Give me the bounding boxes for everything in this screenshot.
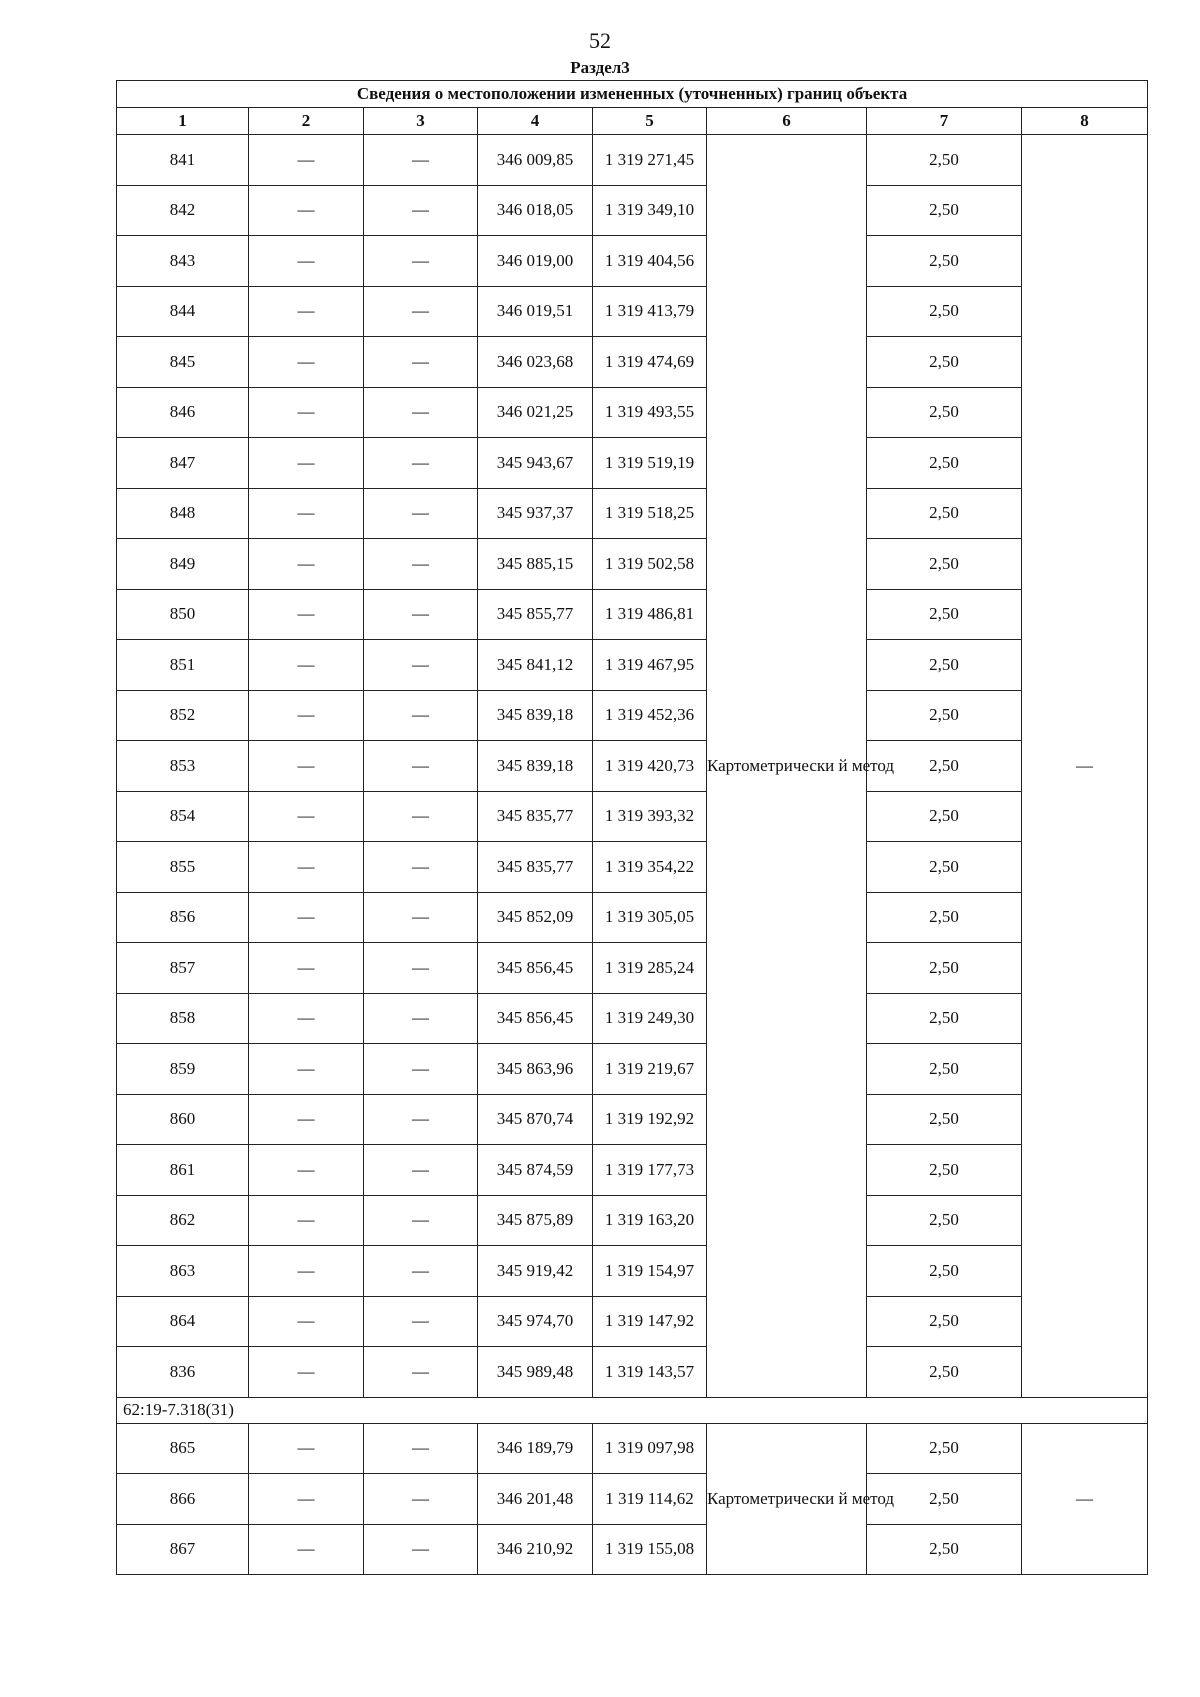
precision-cell: 2,50 bbox=[867, 1296, 1022, 1347]
col3-cell: — bbox=[364, 842, 478, 893]
col2-cell: — bbox=[249, 993, 364, 1044]
x-coordinate-cell: 345 835,77 bbox=[478, 842, 593, 893]
precision-cell: 2,50 bbox=[867, 1044, 1022, 1095]
y-coordinate-cell: 1 319 192,92 bbox=[593, 1094, 707, 1145]
x-coordinate-cell: 345 852,09 bbox=[478, 892, 593, 943]
point-number-cell: 836 bbox=[117, 1347, 249, 1398]
col3-cell: — bbox=[364, 1044, 478, 1095]
table-row bbox=[117, 387, 1148, 438]
x-coordinate-cell: 346 201,48 bbox=[478, 1474, 593, 1525]
y-coordinate-cell: 1 319 271,45 bbox=[593, 135, 707, 186]
y-coordinate-cell: 1 319 519,19 bbox=[593, 438, 707, 489]
col3-cell: — bbox=[364, 589, 478, 640]
col2-cell: — bbox=[249, 791, 364, 842]
col2-cell: — bbox=[249, 842, 364, 893]
col8-cell: — bbox=[1022, 1423, 1148, 1575]
col3-cell: — bbox=[364, 1423, 478, 1474]
precision-cell: 2,50 bbox=[867, 589, 1022, 640]
col2-cell: — bbox=[249, 539, 364, 590]
table-row bbox=[117, 1296, 1148, 1347]
table-row bbox=[117, 993, 1148, 1044]
x-coordinate-cell: 346 210,92 bbox=[478, 1524, 593, 1575]
table-row bbox=[117, 539, 1148, 590]
col3-cell: — bbox=[364, 791, 478, 842]
col2-cell: — bbox=[249, 690, 364, 741]
table-row bbox=[117, 1347, 1148, 1398]
point-number-cell: 853 bbox=[117, 741, 249, 792]
col3-cell: — bbox=[364, 741, 478, 792]
table-row bbox=[117, 1423, 1148, 1474]
precision-cell: 2,50 bbox=[867, 1145, 1022, 1196]
table-row bbox=[117, 842, 1148, 893]
col3-cell: — bbox=[364, 993, 478, 1044]
point-number-cell: 847 bbox=[117, 438, 249, 489]
x-coordinate-cell: 346 019,00 bbox=[478, 236, 593, 287]
precision-cell: 2,50 bbox=[867, 1246, 1022, 1297]
table-row bbox=[117, 741, 1148, 792]
point-number-cell: 855 bbox=[117, 842, 249, 893]
x-coordinate-cell: 345 835,77 bbox=[478, 791, 593, 842]
x-coordinate-cell: 345 874,59 bbox=[478, 1145, 593, 1196]
col2-cell: — bbox=[249, 337, 364, 388]
col2-cell: — bbox=[249, 640, 364, 691]
col2-cell: — bbox=[249, 236, 364, 287]
column-header-2: 2 bbox=[249, 108, 364, 135]
point-number-cell: 851 bbox=[117, 640, 249, 691]
coordinates-table bbox=[116, 80, 1148, 1575]
col2-cell: — bbox=[249, 1195, 364, 1246]
col3-cell: — bbox=[364, 337, 478, 388]
method-cell: Картометрически й метод bbox=[707, 135, 867, 1398]
point-number-cell: 867 bbox=[117, 1524, 249, 1575]
point-number-cell: 852 bbox=[117, 690, 249, 741]
precision-cell: 2,50 bbox=[867, 1524, 1022, 1575]
y-coordinate-cell: 1 319 393,32 bbox=[593, 791, 707, 842]
point-number-cell: 850 bbox=[117, 589, 249, 640]
x-coordinate-cell: 345 989,48 bbox=[478, 1347, 593, 1398]
table-row bbox=[117, 892, 1148, 943]
y-coordinate-cell: 1 319 097,98 bbox=[593, 1423, 707, 1474]
precision-cell: 2,50 bbox=[867, 185, 1022, 236]
x-coordinate-cell: 346 023,68 bbox=[478, 337, 593, 388]
x-coordinate-cell: 345 855,77 bbox=[478, 589, 593, 640]
col3-cell: — bbox=[364, 1145, 478, 1196]
table-row bbox=[117, 1044, 1148, 1095]
table-row bbox=[117, 1094, 1148, 1145]
x-coordinate-cell: 345 875,89 bbox=[478, 1195, 593, 1246]
y-coordinate-cell: 1 319 518,25 bbox=[593, 488, 707, 539]
precision-cell: 2,50 bbox=[867, 1474, 1022, 1525]
y-coordinate-cell: 1 319 249,30 bbox=[593, 993, 707, 1044]
table-row bbox=[117, 337, 1148, 388]
point-number-cell: 862 bbox=[117, 1195, 249, 1246]
point-number-cell: 860 bbox=[117, 1094, 249, 1145]
x-coordinate-cell: 345 863,96 bbox=[478, 1044, 593, 1095]
col2-cell: — bbox=[249, 438, 364, 489]
precision-cell: 2,50 bbox=[867, 1423, 1022, 1474]
col2-cell: — bbox=[249, 892, 364, 943]
precision-cell: 2,50 bbox=[867, 690, 1022, 741]
col2-cell: — bbox=[249, 1044, 364, 1095]
table-row bbox=[117, 488, 1148, 539]
x-coordinate-cell: 346 018,05 bbox=[478, 185, 593, 236]
section-title: Раздел3 bbox=[570, 58, 630, 77]
precision-cell: 2,50 bbox=[867, 539, 1022, 590]
col3-cell: — bbox=[364, 236, 478, 287]
x-coordinate-cell: 345 937,37 bbox=[478, 488, 593, 539]
point-number-cell: 864 bbox=[117, 1296, 249, 1347]
point-number-cell: 866 bbox=[117, 1474, 249, 1525]
group-label-row bbox=[117, 1397, 1148, 1423]
x-coordinate-cell: 346 009,85 bbox=[478, 135, 593, 186]
column-header-1: 1 bbox=[117, 108, 249, 135]
x-coordinate-cell: 345 856,45 bbox=[478, 993, 593, 1044]
col2-cell: — bbox=[249, 1423, 364, 1474]
col3-cell: — bbox=[364, 892, 478, 943]
y-coordinate-cell: 1 319 163,20 bbox=[593, 1195, 707, 1246]
table-row bbox=[117, 791, 1148, 842]
col3-cell: — bbox=[364, 640, 478, 691]
point-number-cell: 856 bbox=[117, 892, 249, 943]
point-number-cell: 846 bbox=[117, 387, 249, 438]
precision-cell: 2,50 bbox=[867, 791, 1022, 842]
x-coordinate-cell: 345 919,42 bbox=[478, 1246, 593, 1297]
table-row bbox=[117, 640, 1148, 691]
x-coordinate-cell: 345 856,45 bbox=[478, 943, 593, 994]
col3-cell: — bbox=[364, 1524, 478, 1575]
column-header-3: 3 bbox=[364, 108, 478, 135]
table-row bbox=[117, 1145, 1148, 1196]
column-header-7: 7 bbox=[867, 108, 1022, 135]
page-number: 52 bbox=[589, 28, 611, 53]
x-coordinate-cell: 345 870,74 bbox=[478, 1094, 593, 1145]
y-coordinate-cell: 1 319 147,92 bbox=[593, 1296, 707, 1347]
y-coordinate-cell: 1 319 349,10 bbox=[593, 185, 707, 236]
table-body bbox=[117, 135, 1148, 1575]
col3-cell: — bbox=[364, 690, 478, 741]
method-cell: Картометрически й метод bbox=[707, 1423, 867, 1575]
y-coordinate-cell: 1 319 305,05 bbox=[593, 892, 707, 943]
col2-cell: — bbox=[249, 1094, 364, 1145]
col2-cell: — bbox=[249, 1347, 364, 1398]
point-number-cell: 854 bbox=[117, 791, 249, 842]
x-coordinate-cell: 345 839,18 bbox=[478, 741, 593, 792]
col3-cell: — bbox=[364, 488, 478, 539]
table-row bbox=[117, 1474, 1148, 1525]
column-header-6: 6 bbox=[707, 108, 867, 135]
precision-cell: 2,50 bbox=[867, 337, 1022, 388]
col3-cell: — bbox=[364, 185, 478, 236]
col2-cell: — bbox=[249, 943, 364, 994]
point-number-cell: 858 bbox=[117, 993, 249, 1044]
y-coordinate-cell: 1 319 177,73 bbox=[593, 1145, 707, 1196]
point-number-cell: 848 bbox=[117, 488, 249, 539]
precision-cell: 2,50 bbox=[867, 438, 1022, 489]
point-number-cell: 843 bbox=[117, 236, 249, 287]
table-row bbox=[117, 135, 1148, 186]
table-row bbox=[117, 690, 1148, 741]
x-coordinate-cell: 346 021,25 bbox=[478, 387, 593, 438]
y-coordinate-cell: 1 319 474,69 bbox=[593, 337, 707, 388]
col3-cell: — bbox=[364, 1296, 478, 1347]
precision-cell: 2,50 bbox=[867, 1347, 1022, 1398]
col2-cell: — bbox=[249, 1296, 364, 1347]
table-row bbox=[117, 286, 1148, 337]
table-row bbox=[117, 589, 1148, 640]
precision-cell: 2,50 bbox=[867, 1195, 1022, 1246]
col2-cell: — bbox=[249, 286, 364, 337]
column-header-8: 8 bbox=[1022, 108, 1148, 135]
col3-cell: — bbox=[364, 387, 478, 438]
y-coordinate-cell: 1 319 114,62 bbox=[593, 1474, 707, 1525]
y-coordinate-cell: 1 319 354,22 bbox=[593, 842, 707, 893]
precision-cell: 2,50 bbox=[867, 286, 1022, 337]
precision-cell: 2,50 bbox=[867, 741, 1022, 792]
col3-cell: — bbox=[364, 438, 478, 489]
precision-cell: 2,50 bbox=[867, 236, 1022, 287]
precision-cell: 2,50 bbox=[867, 1094, 1022, 1145]
table-row bbox=[117, 943, 1148, 994]
column-header-5: 5 bbox=[593, 108, 707, 135]
y-coordinate-cell: 1 319 154,97 bbox=[593, 1246, 707, 1297]
point-number-cell: 865 bbox=[117, 1423, 249, 1474]
table-title: Сведения о местоположении измененных (уточненных) границ объекта bbox=[117, 81, 1148, 108]
point-number-cell: 859 bbox=[117, 1044, 249, 1095]
precision-cell: 2,50 bbox=[867, 640, 1022, 691]
x-coordinate-cell: 345 841,12 bbox=[478, 640, 593, 691]
table-row bbox=[117, 185, 1148, 236]
table-row bbox=[117, 1524, 1148, 1575]
y-coordinate-cell: 1 319 219,67 bbox=[593, 1044, 707, 1095]
y-coordinate-cell: 1 319 404,56 bbox=[593, 236, 707, 287]
col3-cell: — bbox=[364, 943, 478, 994]
col3-cell: — bbox=[364, 539, 478, 590]
table-row bbox=[117, 1195, 1148, 1246]
col3-cell: — bbox=[364, 1347, 478, 1398]
group-label: 62:19-7.318(31) bbox=[117, 1397, 1148, 1423]
point-number-cell: 842 bbox=[117, 185, 249, 236]
col2-cell: — bbox=[249, 1246, 364, 1297]
y-coordinate-cell: 1 319 285,24 bbox=[593, 943, 707, 994]
col3-cell: — bbox=[364, 1474, 478, 1525]
precision-cell: 2,50 bbox=[867, 387, 1022, 438]
y-coordinate-cell: 1 319 493,55 bbox=[593, 387, 707, 438]
precision-cell: 2,50 bbox=[867, 842, 1022, 893]
point-number-cell: 844 bbox=[117, 286, 249, 337]
point-number-cell: 841 bbox=[117, 135, 249, 186]
x-coordinate-cell: 346 019,51 bbox=[478, 286, 593, 337]
point-number-cell: 861 bbox=[117, 1145, 249, 1196]
x-coordinate-cell: 345 943,67 bbox=[478, 438, 593, 489]
col2-cell: — bbox=[249, 185, 364, 236]
y-coordinate-cell: 1 319 413,79 bbox=[593, 286, 707, 337]
point-number-cell: 863 bbox=[117, 1246, 249, 1297]
col2-cell: — bbox=[249, 589, 364, 640]
x-coordinate-cell: 345 885,15 bbox=[478, 539, 593, 590]
precision-cell: 2,50 bbox=[867, 993, 1022, 1044]
x-coordinate-cell: 345 974,70 bbox=[478, 1296, 593, 1347]
col2-cell: — bbox=[249, 488, 364, 539]
col8-cell: — bbox=[1022, 135, 1148, 1398]
header-row bbox=[117, 108, 1148, 135]
y-coordinate-cell: 1 319 486,81 bbox=[593, 589, 707, 640]
table-row bbox=[117, 236, 1148, 287]
y-coordinate-cell: 1 319 502,58 bbox=[593, 539, 707, 590]
col3-cell: — bbox=[364, 135, 478, 186]
col3-cell: — bbox=[364, 1195, 478, 1246]
y-coordinate-cell: 1 319 143,57 bbox=[593, 1347, 707, 1398]
precision-cell: 2,50 bbox=[867, 892, 1022, 943]
col2-cell: — bbox=[249, 1145, 364, 1196]
precision-cell: 2,50 bbox=[867, 135, 1022, 186]
col2-cell: — bbox=[249, 741, 364, 792]
point-number-cell: 849 bbox=[117, 539, 249, 590]
col2-cell: — bbox=[249, 1474, 364, 1525]
precision-cell: 2,50 bbox=[867, 943, 1022, 994]
y-coordinate-cell: 1 319 420,73 bbox=[593, 741, 707, 792]
x-coordinate-cell: 346 189,79 bbox=[478, 1423, 593, 1474]
y-coordinate-cell: 1 319 155,08 bbox=[593, 1524, 707, 1575]
y-coordinate-cell: 1 319 467,95 bbox=[593, 640, 707, 691]
col2-cell: — bbox=[249, 1524, 364, 1575]
table-row bbox=[117, 1246, 1148, 1297]
precision-cell: 2,50 bbox=[867, 488, 1022, 539]
col2-cell: — bbox=[249, 387, 364, 438]
column-header-4: 4 bbox=[478, 108, 593, 135]
point-number-cell: 857 bbox=[117, 943, 249, 994]
col2-cell: — bbox=[249, 135, 364, 186]
col3-cell: — bbox=[364, 286, 478, 337]
col3-cell: — bbox=[364, 1094, 478, 1145]
y-coordinate-cell: 1 319 452,36 bbox=[593, 690, 707, 741]
x-coordinate-cell: 345 839,18 bbox=[478, 690, 593, 741]
point-number-cell: 845 bbox=[117, 337, 249, 388]
col3-cell: — bbox=[364, 1246, 478, 1297]
table-row bbox=[117, 438, 1148, 489]
